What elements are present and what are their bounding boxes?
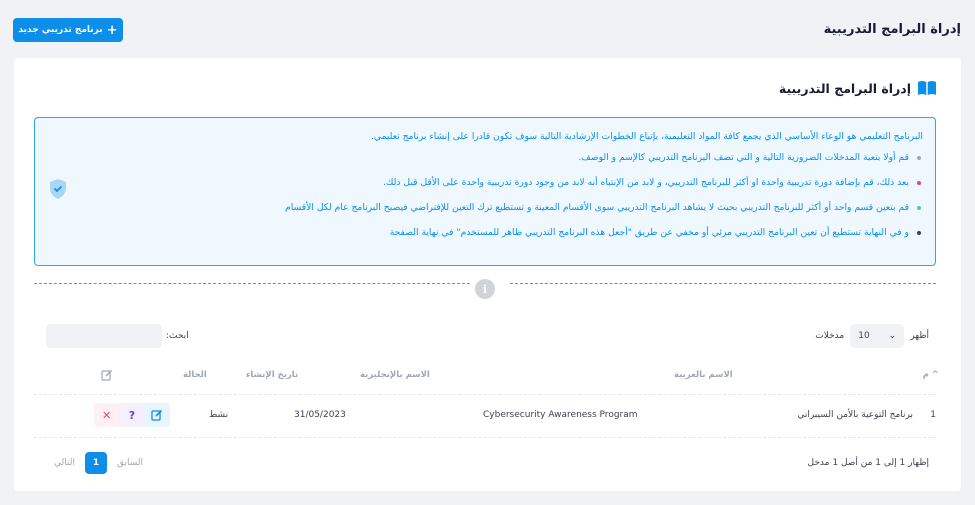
help-button[interactable]: ? (128, 408, 136, 422)
show-label: أظهر (910, 331, 929, 341)
book-icon (917, 80, 937, 96)
previous-page-link[interactable]: السابق (116, 458, 143, 468)
page-length-value: 10 (858, 331, 870, 341)
notice-step: قم أولا بتعبة المدخلات الضرورية التالية و التي تصف البرنامج التدريبي كالإسم و الوصف. (285, 151, 921, 176)
edit-icon (151, 409, 163, 421)
chevron-down-icon: ⌄ (888, 331, 897, 341)
bullet-icon (917, 231, 921, 235)
bullet-icon (917, 181, 921, 185)
header-divider (34, 394, 936, 395)
page-button-1[interactable]: 1 (85, 452, 107, 474)
table-info: إظهار 1 إلى 1 من أصل 1 مدخل (807, 458, 929, 468)
guidance-notice (34, 117, 936, 266)
next-page-link[interactable]: التالي (54, 458, 75, 468)
notice-intro: البرنامج التعليمي هو الوعاء الأساسي الذي يجمع كافة المواد التعليمية، بإتباع الخطوات الإرشادية التالية سوف تكون قادرا على إنشاء برنامج تعليمي. (371, 131, 923, 142)
new-button-label: برنامج تدريبي جديد (18, 25, 103, 35)
sort-icon: ^ (931, 370, 939, 380)
cell-english-name: Cybersecurity Awareness Program (483, 410, 638, 420)
column-header-created[interactable]: تاريخ الإنشاء (246, 370, 299, 380)
programs-card (14, 58, 961, 491)
notice-step: و في النهاية تستطيع أن تعين البرنامج التدريبي مرئي أو مخفي عن طريق "أجعل هذه البرنامج التدريبي ظاهر للمستخدم" في نهاية الصفحة (285, 226, 921, 251)
notice-step: قم بتعين قسم واحد أو أكثر للبرنامج التدريبي بحيث لا يشاهد البرنامج التدريبي سوى الأقسام المعينة و تستطيع ترك التعين للإفتراضي فيصبح البرنامج عام لكل الأقسام (285, 201, 921, 226)
column-header-status[interactable]: الحالة (183, 370, 207, 380)
page-title: إدراة البرامج التدريبية (823, 22, 961, 37)
shield-check-icon (48, 178, 68, 200)
search-label: ابحث: (166, 331, 189, 341)
edit-column-icon (101, 369, 113, 381)
notice-steps (285, 151, 921, 251)
cell-created: 31/05/2023 (294, 410, 346, 420)
edit-button[interactable] (145, 403, 169, 427)
column-header-num[interactable]: م ^ (922, 370, 939, 380)
cell-arabic-name: برنامج التوعية بالأمن السيبراني (797, 410, 913, 420)
section-divider (34, 283, 470, 284)
page-length-control (815, 324, 929, 348)
bullet-icon (917, 206, 921, 210)
entries-label: مدخلات (815, 331, 845, 341)
card-header (779, 80, 937, 96)
search-input[interactable] (46, 324, 162, 348)
page-length-select[interactable] (850, 324, 904, 348)
plus-icon: + (106, 22, 118, 38)
notice-step: بعد ذلك، قم بإضافة دورة تدريبية واحدة او أكثر للبرنامج التدريبي، و لابد من الإنتباه أنه لابد من وجود دورة تدريبية واحدة على الأقل قبل ذلك. (285, 176, 921, 201)
cell-status: نشط (209, 410, 229, 420)
pagination (54, 452, 143, 474)
search-control (46, 324, 189, 348)
info-icon: i (475, 279, 495, 299)
new-training-program-button[interactable] (13, 18, 123, 42)
row-actions (94, 403, 170, 427)
column-header-english-name[interactable]: الاسم بالإنجليزية (360, 370, 430, 380)
bullet-icon (917, 156, 921, 160)
delete-button[interactable]: ✕ (102, 408, 112, 422)
row-divider (34, 437, 936, 438)
card-title: إدراة البرامج التدريبية (778, 80, 911, 96)
column-header-arabic-name[interactable]: الاسم بالعربية (674, 370, 733, 380)
section-divider (510, 283, 936, 284)
cell-num: 1 (930, 410, 936, 420)
